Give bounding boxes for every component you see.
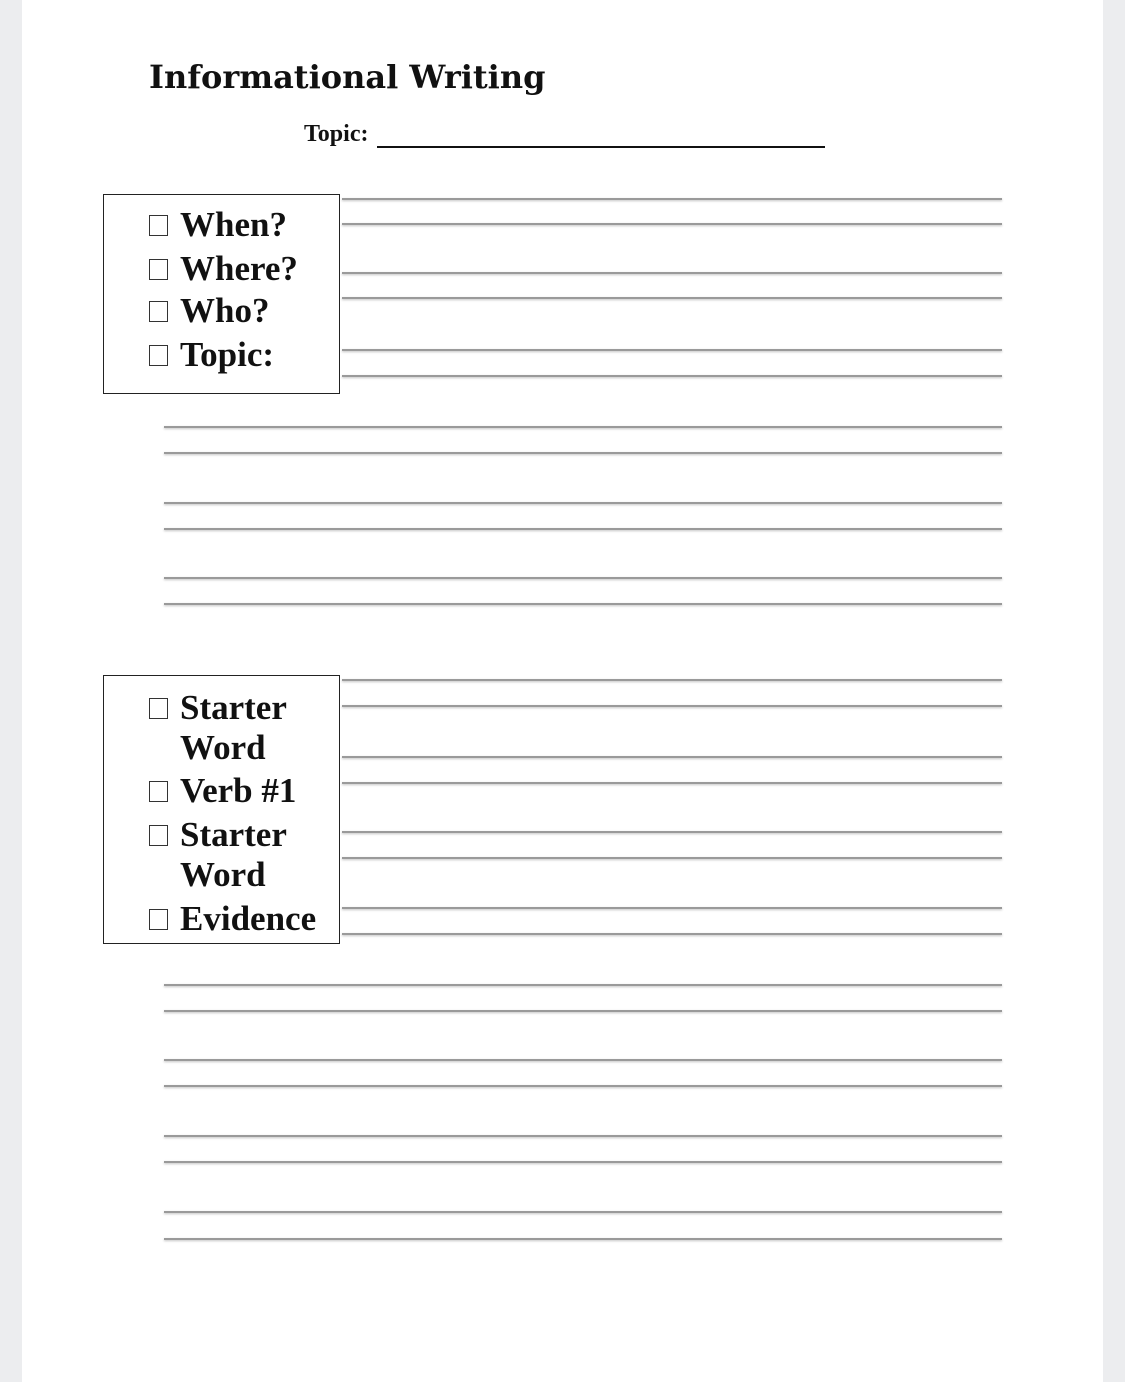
checklist-item-label: Where?: [180, 249, 298, 288]
writing-line[interactable]: [164, 1211, 1002, 1213]
checklist-item-label: Verb #1: [180, 771, 297, 810]
checkbox[interactable]: [149, 215, 168, 236]
checkbox[interactable]: [149, 301, 168, 322]
checklist-item[interactable]: [149, 688, 340, 768]
worksheet-page: [22, 0, 1103, 1382]
writing-line[interactable]: [342, 705, 1002, 707]
writing-line[interactable]: [164, 528, 1002, 530]
checkbox[interactable]: [149, 781, 168, 802]
checklist-box-body: [103, 675, 340, 944]
checklist-item[interactable]: [149, 335, 340, 375]
writing-line[interactable]: [342, 297, 1002, 299]
checklist-item[interactable]: [149, 205, 340, 245]
topic-label: Topic:: [304, 121, 369, 147]
writing-line[interactable]: [342, 679, 1002, 681]
writing-line[interactable]: [164, 452, 1002, 454]
checklist-item[interactable]: [149, 815, 340, 895]
writing-line[interactable]: [164, 1059, 1002, 1061]
writing-line[interactable]: [342, 272, 1002, 274]
writing-line[interactable]: [164, 1161, 1002, 1163]
writing-line[interactable]: [342, 223, 1002, 225]
checklist-item-label: Starter Word: [180, 688, 287, 767]
checklist-item-label: Topic:: [180, 335, 275, 374]
writing-line[interactable]: [342, 782, 1002, 784]
writing-line[interactable]: [164, 1085, 1002, 1087]
writing-line[interactable]: [164, 502, 1002, 504]
writing-line[interactable]: [164, 1238, 1002, 1240]
writing-line[interactable]: [342, 349, 1002, 351]
checklist-item-label: When?: [180, 205, 287, 244]
checkbox[interactable]: [149, 909, 168, 930]
page-title: Informational Writing: [149, 58, 546, 96]
writing-line[interactable]: [342, 857, 1002, 859]
writing-line[interactable]: [164, 603, 1002, 605]
writing-line[interactable]: [342, 831, 1002, 833]
checkbox[interactable]: [149, 825, 168, 846]
checklist-item-label: Starter Word: [180, 815, 287, 894]
writing-line[interactable]: [342, 198, 1002, 200]
checklist-item[interactable]: [149, 771, 340, 811]
writing-line[interactable]: [164, 426, 1002, 428]
writing-line[interactable]: [164, 1010, 1002, 1012]
checklist-item[interactable]: [149, 899, 340, 939]
writing-line[interactable]: [164, 577, 1002, 579]
checkbox[interactable]: [149, 345, 168, 366]
checklist-item[interactable]: [149, 291, 340, 331]
topic-blank-line[interactable]: [377, 146, 825, 148]
writing-line[interactable]: [164, 984, 1002, 986]
writing-line[interactable]: [164, 1135, 1002, 1137]
writing-line[interactable]: [342, 933, 1002, 935]
checklist-item-label: Who?: [180, 291, 270, 330]
checklist-item-label: Evidence: [180, 899, 317, 938]
checkbox[interactable]: [149, 698, 168, 719]
checklist-box-intro: [103, 194, 340, 394]
writing-line[interactable]: [342, 756, 1002, 758]
writing-line[interactable]: [342, 907, 1002, 909]
writing-line[interactable]: [342, 375, 1002, 377]
checklist-item[interactable]: [149, 249, 340, 289]
checkbox[interactable]: [149, 259, 168, 280]
